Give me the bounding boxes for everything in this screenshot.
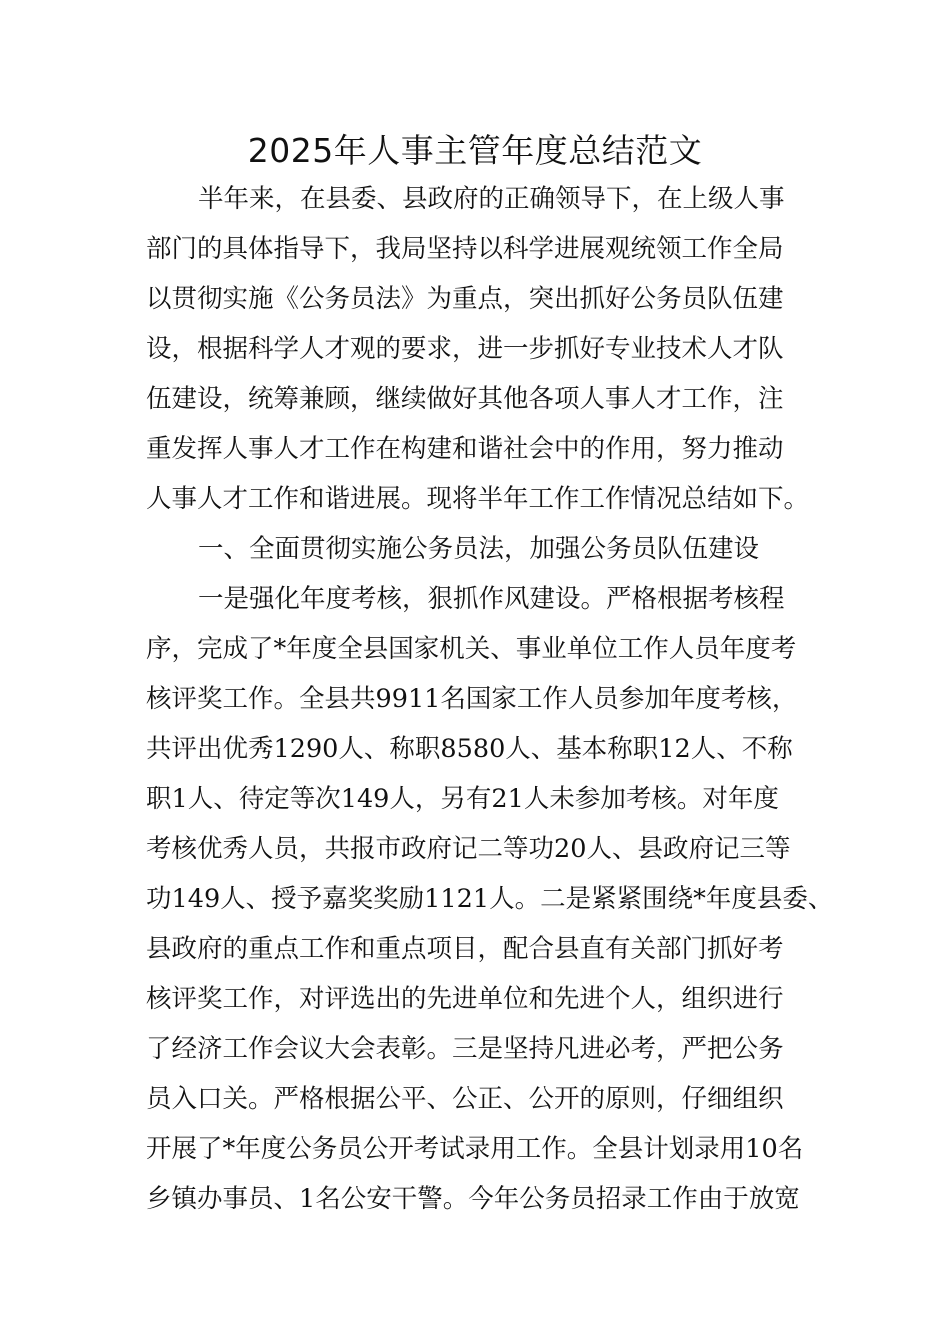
section-heading: 一、全面贯彻实施公务员法，加强公务员队伍建设 [198,534,760,564]
text-line: 核评奖工作。全县共9911名国家工作人员参加年度考核， [146,684,798,714]
text-line: 部门的具体指导下，我局坚持以科学进展观统领工作全局 [146,234,784,264]
text-line: 了经济工作会议大会表彰。三是坚持凡进必考，严把公务 [146,1034,784,1064]
text-line: 人事人才工作和谐进展。现将半年工作工作情况总结如下。 [146,484,810,514]
text-line: 县政府的重点工作和重点项目，配合县直有关部门抓好考 [146,934,784,964]
text-line: 共评出优秀1290人、称职8580人、基本称职12人、不称 [146,734,793,764]
document-title: 2025年人事主管年度总结范文 [247,131,703,170]
text-line: 伍建设，统筹兼顾，继续做好其他各项人事人才工作，注 [146,384,784,414]
text-line: 职1人、待定等次149人，另有21人未参加考核。对年度 [146,784,779,814]
text-line: 以贯彻实施《公务员法》为重点，突出抓好公务员队伍建 [146,284,784,314]
text-line: 员入口关。严格根据公平、公正、公开的原则，仔细组织 [146,1084,784,1114]
text-line: 序，完成了*年度全县国家机关、事业单位工作人员年度考 [146,634,797,664]
text-line: 乡镇办事员、1名公安干警。今年公务员招录工作由于放宽 [146,1184,800,1214]
text-line: 设，根据科学人才观的要求，进一步抓好专业技术人才队 [146,334,784,364]
document-body [146,174,834,1224]
text-line: 核评奖工作，对评选出的先进单位和先进个人，组织进行 [146,984,784,1014]
text-line: 功149人、授予嘉奖奖励1121人。二是紧紧围绕*年度县委、 [146,884,834,914]
text-line: 重发挥人事人才工作在构建和谐社会中的作用，努力推动 [146,434,784,464]
text-line: 考核优秀人员，共报市政府记二等功20人、县政府记三等 [146,834,791,864]
text-line: 开展了*年度公务员公开考试录用工作。全县计划录用10名 [146,1134,804,1164]
text-line: 一是强化年度考核，狠抓作风建设。严格根据考核程 [198,584,785,614]
text-line: 半年来，在县委、县政府的正确领导下，在上级人事 [198,184,785,214]
